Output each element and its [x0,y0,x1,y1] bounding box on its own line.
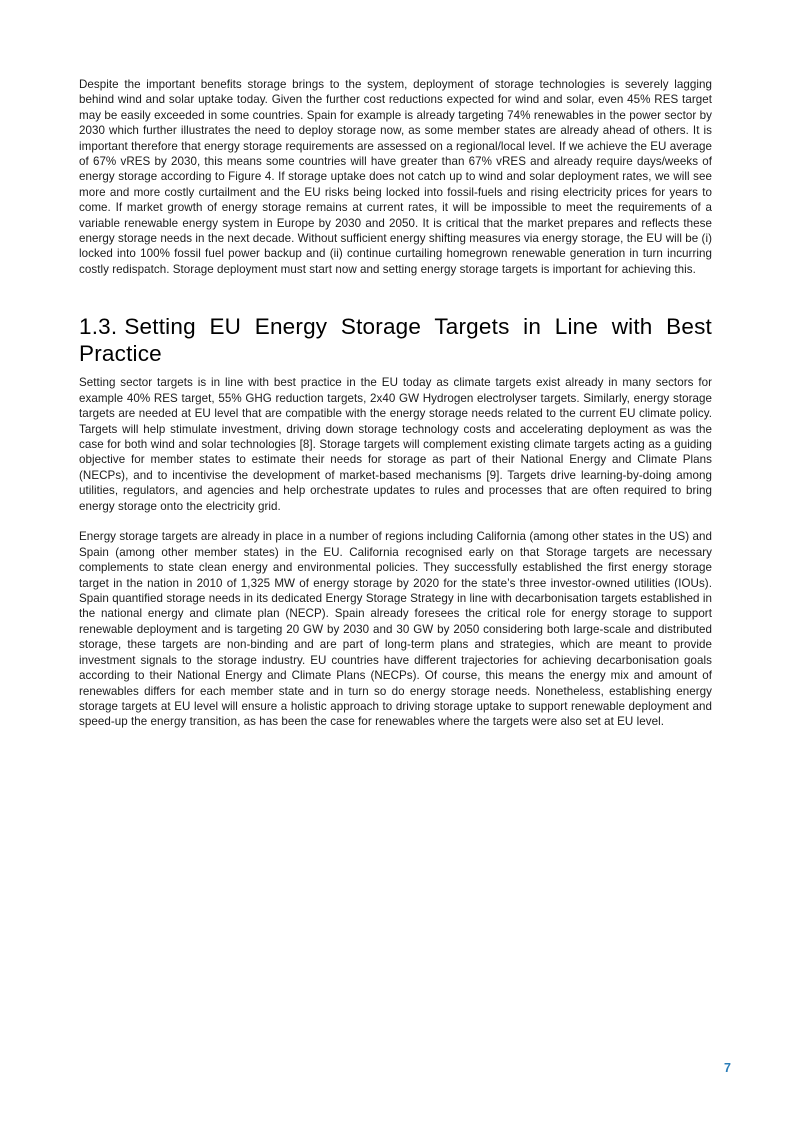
body-paragraph-1: Setting sector targets is in line with best practice in the EU today as climate targets exist already in many sectors for example 40% RES target, 55% GHG reduction targets, 2x40 GW Hydrogen electrolyser targets. Similarly, energy storage targets are needed at EU level that are compatible with the energy storage needs related to the current EU climate policy. Targets will help stimulate investment, driving down storage technology costs and accelerating deployment as was the case for both wind and solar technologies [8]. Storage targets will complement existing climate targets acting as a guiding objective for member states to estimate their needs for storage as part of their National Energy and Climate Plans (NECPs), and to incentivise the development of market-based mechanisms [9]. Targets drive learning-by-doing among utilities, regulators, and agencies and help orchestrate updates to rules and processes that are often required to bring energy storage onto the electricity grid. [79,376,712,513]
document-page [79,77,712,730]
page-number: 7 [724,1061,731,1075]
section-heading [79,313,712,367]
intro-paragraph: Despite the important benefits storage brings to the system, deployment of storage technologies is severely lagging behind wind and solar uptake today. Given the further cost reductions expected for wind and solar, even 45% RES target may be easily exceeded in some countries. Spain for example is already targeting 74% renewables in the power sector by 2030 which further illustrates the need to deploy storage now, as some member states are already ahead of others. It is important therefore that energy storage requirements are assessed on a regional/local level. If we achieve the EU average of 67% vRES by 2030, this means some countries will have greater than 67% vRES and already require days/weeks of energy storage according to Figure 4. If storage uptake does not catch up to wind and solar deployment rates, we will see more and more costly curtailment and the EU risks being locked into fossil-fuels and rising electricity prices for years to come. If market growth of energy storage remains at current rates, it will be impossible to meet the requirements of a variable renewable energy system in Europe by 2030 and 2050. It is critical that the market prepares and reflects these energy storage needs in the next decade. Without sufficient energy shifting measures via energy storage, the EU will be (i) locked into 100% fossil fuel power backup and (ii) continue curtailing homegrown renewable generation in turn incurring costly redispatch. Storage deployment must start now and setting energy storage targets is important for achieving this. [79,78,712,276]
body-paragraph-2: Energy storage targets are already in place in a number of regions including California (among other states in the US) and Spain (among other member states) in the EU. California recognised early on that Storage targets are necessary complements to state clean energy and environmental policies. They successfully established the first energy storage target in the nation in 2010 of 1,325 MW of energy storage by 2020 for the state’s three investor-owned utilities (IOUs). Spain quantified storage needs in its dedicated Energy Storage Strategy in line with decarbonisation targets established in the national energy and climate plan (NECP). Spain already foresees the critical role for energy storage to support renewable deployment and is targeting 20 GW by 2030 and 30 GW by 2050 considering both large-scale and distributed storage, these targets are non-binding and are part of long-term plans and strategies, which are meant to provide investment signals to the storage industry. EU countries have different trajectories for achieving decarbonisation goals according to their National Energy and Climate Plans (NECPs). Of course, this means the energy mix and amount of renewables differs for each member state and in turn so do energy storage needs. Nonetheless, establishing energy storage targets at EU level will ensure a holistic approach to driving storage uptake to support renewable deployment and speed-up the energy transition, as has been the case for renewables where the targets were also set at EU level. [79,530,712,729]
section-title: Setting EU Energy Storage Targets in Line with Best Practice [79,314,712,367]
section-number: 1.3. [79,314,118,340]
